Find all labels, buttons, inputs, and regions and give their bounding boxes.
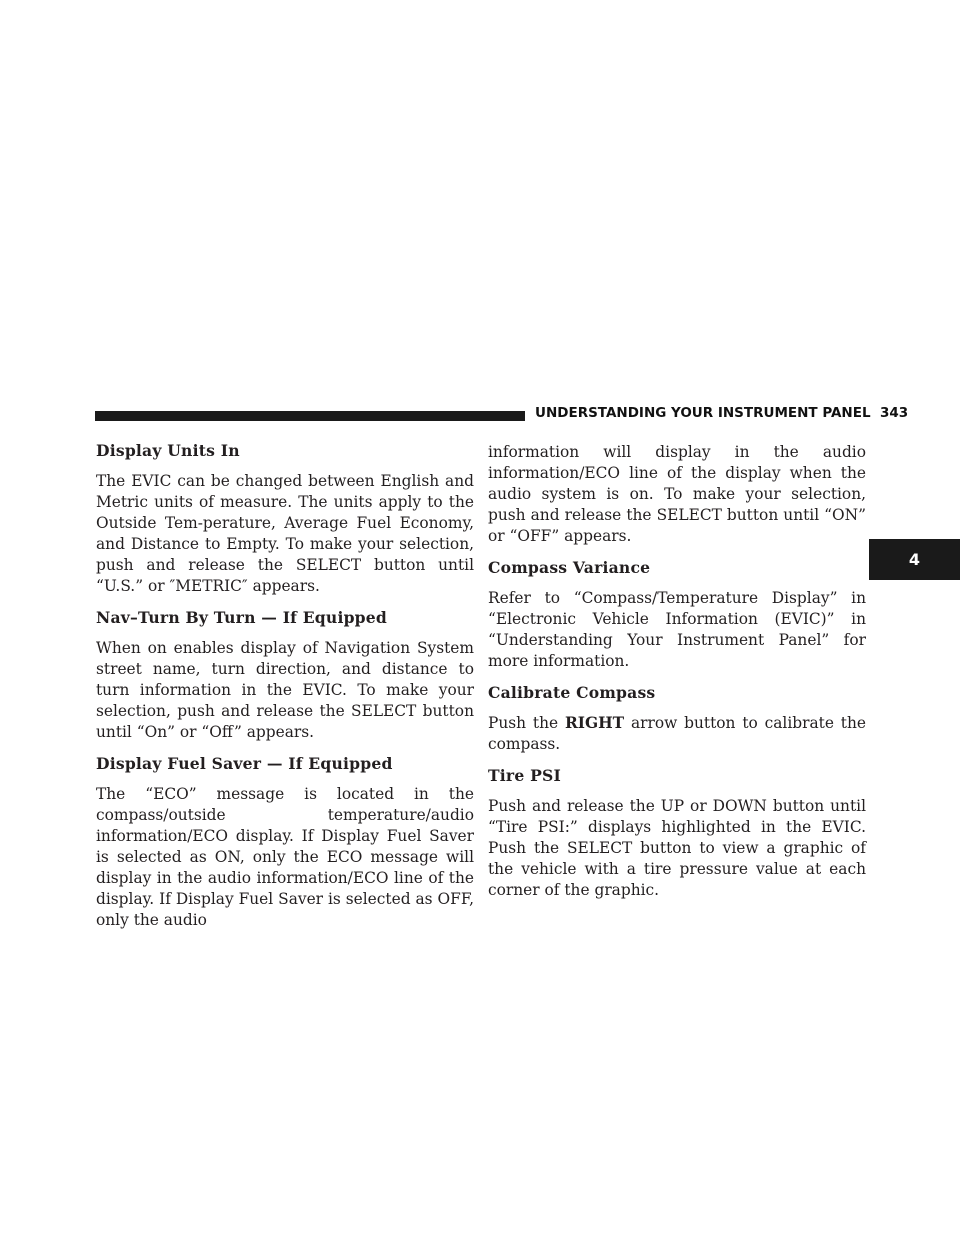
paragraph-display-units: The EVIC can be changed between English and Metric units of measure. The units apply to the Outside Tem-perature, Average Fuel Economy, and Distance to Empty. To make your selection, push and release the SELECT button until “U.S.” or ″METRIC″ appears. <box>96 472 474 595</box>
paragraph-continuation: information will display in the audio information/ECO line of the display when the audio system is on. To make your selection, push and release the SELECT button until “ON” or “OFF” appears. <box>488 443 866 545</box>
heading-nav-turn-by-turn: Nav–Turn By Turn — If Equipped <box>96 608 388 627</box>
header-rule <box>95 411 525 421</box>
paragraph-compass-variance: Refer to “Compass/Temperature Display” in “Electronic Vehicle Information (EVIC)” in “Understanding Your Instrument Panel” for more information. <box>488 589 866 670</box>
paragraph-nav-turn-by-turn: When on enables display of Navigation System street name, turn direction, and distance to turn information in the EVIC. To make your selection, push and release the SELECT button until “On” or “Off” appears. <box>96 639 474 741</box>
heading-display-fuel-saver: Display Fuel Saver — If Equipped <box>96 754 393 773</box>
section-title: UNDERSTANDING YOUR INSTRUMENT PANEL <box>535 405 871 421</box>
right-column <box>488 442 866 912</box>
left-column <box>96 441 474 942</box>
heading-display-units: Display Units In <box>96 441 240 460</box>
page-number: 343 <box>879 405 909 421</box>
paragraph-tire-psi: Push and release the UP or DOWN button until “Tire PSI:” displays highlighted in the EVIC. Push the SELECT button to view a graphic of the vehicle with a tire pressure value at each corner of the graphic. <box>488 797 866 899</box>
right-keyword: RIGHT <box>564 714 625 732</box>
heading-tire-psi: Tire PSI <box>488 766 561 785</box>
paragraph-display-fuel-saver: The “ECO” message is located in the compass/outside temperature/audio information/ECO display. If Display Fuel Saver is selected as ON, only the ECO message will display in the audio information/ECO line of the display. If Display Fuel Saver is selected as OFF, only the audio <box>96 785 474 929</box>
paragraph-calibrate-compass <box>488 713 866 755</box>
heading-calibrate-compass: Calibrate Compass <box>488 683 656 702</box>
heading-compass-variance: Compass Variance <box>488 558 651 577</box>
calibrate-text-prefix: Push the <box>488 714 565 732</box>
running-header <box>535 405 908 421</box>
calibrate-text-suffix: arrow button to calibrate the compass. <box>488 714 866 753</box>
chapter-tab: 4 <box>869 539 960 580</box>
